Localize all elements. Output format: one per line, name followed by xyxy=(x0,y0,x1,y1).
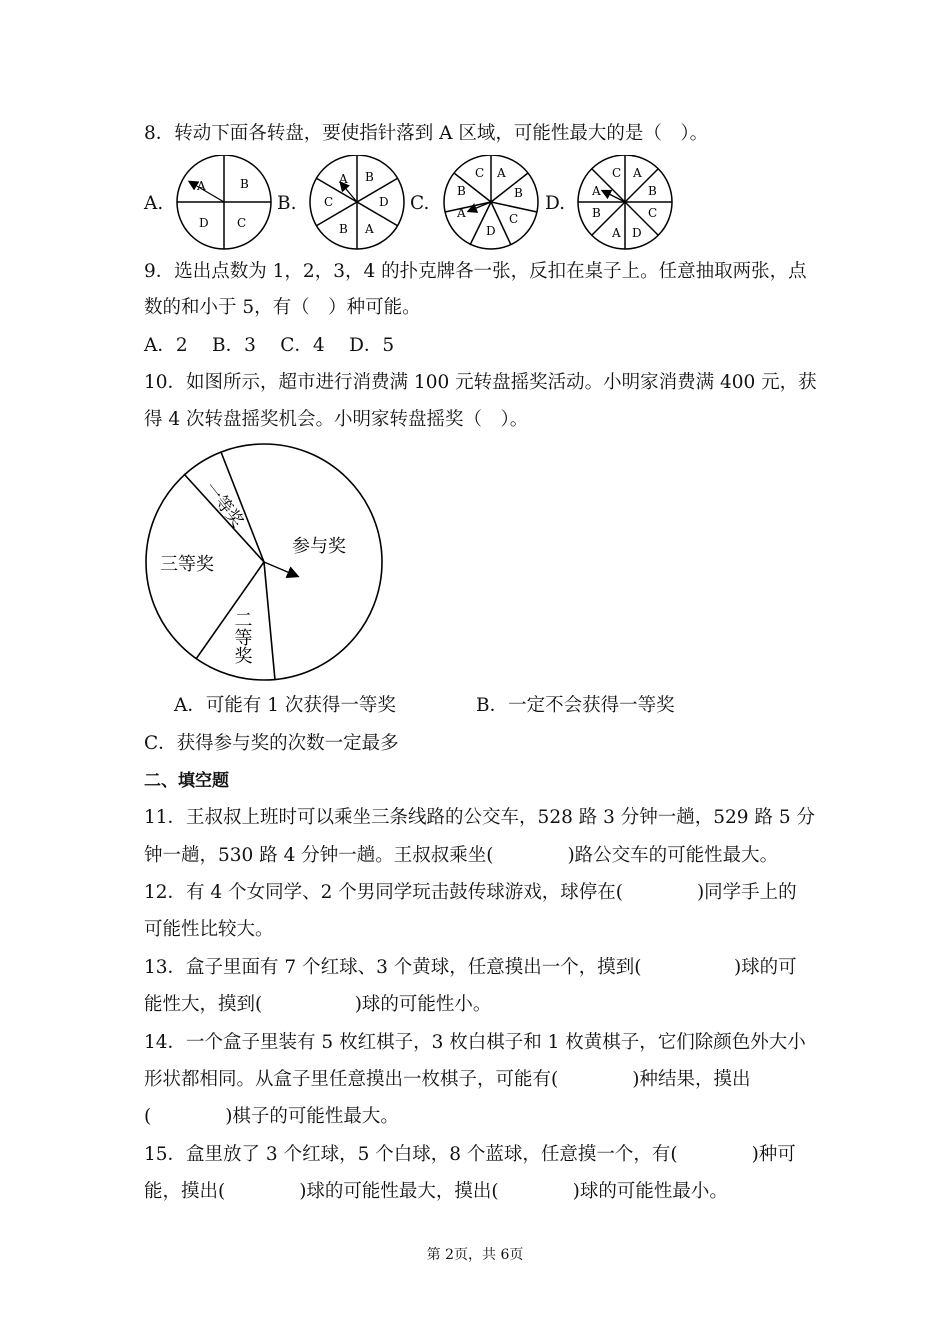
wheel-third-prize-label: 三等奖 xyxy=(160,554,214,575)
spinner-a-sector: C xyxy=(237,216,247,230)
q10-option-b: B．一定不会获得一等奖 xyxy=(476,695,675,716)
spinner-c-sector: C xyxy=(475,166,485,180)
spinner-c-sector: C xyxy=(509,212,519,226)
q9-line2: 数的和小于 5，有（ ）种可能。 xyxy=(144,297,421,318)
q10-prize-wheel xyxy=(140,440,390,685)
q10-option-a: A．可能有 1 次获得一等奖 xyxy=(174,695,396,716)
spinner-c-sector: A xyxy=(457,206,466,220)
q13-line2: 能性大，摸到( )球的可能性小。 xyxy=(144,994,492,1015)
q11-line2: 钟一趟，530 路 4 分钟一趟。王叔叔乘坐( )路公交车的可能性最大。 xyxy=(144,845,779,866)
spinner-b-sector: A xyxy=(339,172,348,186)
q14-line2: 形状都相同。从盒子里任意摸出一枚棋子，可能有( )种结果，摸出 xyxy=(144,1069,751,1090)
spinner-b xyxy=(310,155,404,249)
q15-line2: 能，摸出( )球的可能性最大，摸出( )球的可能性最小。 xyxy=(144,1181,728,1202)
spinner-b-sector: D xyxy=(379,195,389,209)
spinner-d-sector: C xyxy=(648,206,658,220)
spinner-d-sector: B xyxy=(592,206,601,220)
wheel-participation-label: 参与奖 xyxy=(292,536,346,557)
spinner-c-sector: B xyxy=(457,184,466,198)
spinner-b-sector: C xyxy=(324,195,334,209)
section-title: 二、填空题 xyxy=(144,771,229,791)
spinner-a-sector: D xyxy=(199,216,209,230)
spinner-d-sector: B xyxy=(648,184,657,198)
spinner-b-sector: B xyxy=(365,170,374,184)
spinner-c-sector: B xyxy=(514,186,523,200)
spinner-a xyxy=(177,155,271,249)
q10-line2: 得 4 次转盘摇奖机会。小明家转盘摇奖（ ）。 xyxy=(144,409,529,430)
q10-option-c: C．获得参与奖的次数一定最多 xyxy=(144,733,399,754)
q8-option-c-label: C. xyxy=(410,193,430,214)
spinner-c xyxy=(444,155,538,249)
q15-line1: 15．盒里放了 3 个红球，5 个白球，8 个蓝球，任意摸一个，有( )种可 xyxy=(144,1144,796,1165)
spinner-a-sector: B xyxy=(240,177,249,191)
q12-line1: 12．有 4 个女同学、2 个男同学玩击鼓传球游戏，球停在( )同学手上的 xyxy=(144,882,797,903)
q14-line3: ( )棋子的可能性最大。 xyxy=(144,1106,399,1127)
wheel-second-prize-label: 二等奖 xyxy=(231,610,253,664)
q8-option-d-label: D. xyxy=(545,193,566,214)
q13-line1: 13．盒子里面有 7 个红球、3 个黄球，任意摸出一个，摸到( )球的可 xyxy=(144,957,797,978)
q8-text: 8．转动下面各转盘，要使指针落到 A 区域，可能性最大的是（ ）。 xyxy=(144,123,709,144)
q9-line1: 9．选出点数为 1，2，3，4 的扑克牌各一张，反扣在桌子上。任意抽取两张，点 xyxy=(144,261,807,282)
q8-option-a-label: A. xyxy=(144,193,164,214)
q12-line2: 可能性比较大。 xyxy=(144,919,274,940)
spinner-c-sector: A xyxy=(497,166,506,180)
q14-line1: 14．一个盒子里装有 5 枚红棋子，3 枚白棋子和 1 枚黄棋子，它们除颜色外大小 xyxy=(144,1032,806,1053)
spinner-b-sector: B xyxy=(339,222,348,236)
page-footer: 第 2页，共 6页 xyxy=(426,1247,524,1263)
spinner-d-sector: A xyxy=(633,166,642,180)
q9-options: A．2 B．3 C．4 D．5 xyxy=(144,335,395,356)
spinner-d xyxy=(578,155,672,249)
spinner-d-sector: A xyxy=(592,184,601,198)
spinner-d-sector: D xyxy=(632,226,642,240)
q8-spinners xyxy=(170,155,680,250)
spinner-d-sector: A xyxy=(612,226,621,240)
spinner-c-sector: D xyxy=(486,224,496,238)
spinner-b-sector: A xyxy=(365,222,374,236)
spinner-d-sector: C xyxy=(612,166,622,180)
wheel-first-prize-label: 一等奖 xyxy=(200,478,248,532)
spinner-a-sector: A xyxy=(197,179,206,193)
q10-line1: 10．如图所示，超市进行消费满 100 元转盘摇奖活动。小明家消费满 400 元，获 xyxy=(144,372,817,393)
q11-line1: 11．王叔叔上班时可以乘坐三条线路的公交车，528 路 3 分钟一趟，529 路 5 分 xyxy=(144,807,815,828)
q8-option-b-label: B. xyxy=(277,193,297,214)
